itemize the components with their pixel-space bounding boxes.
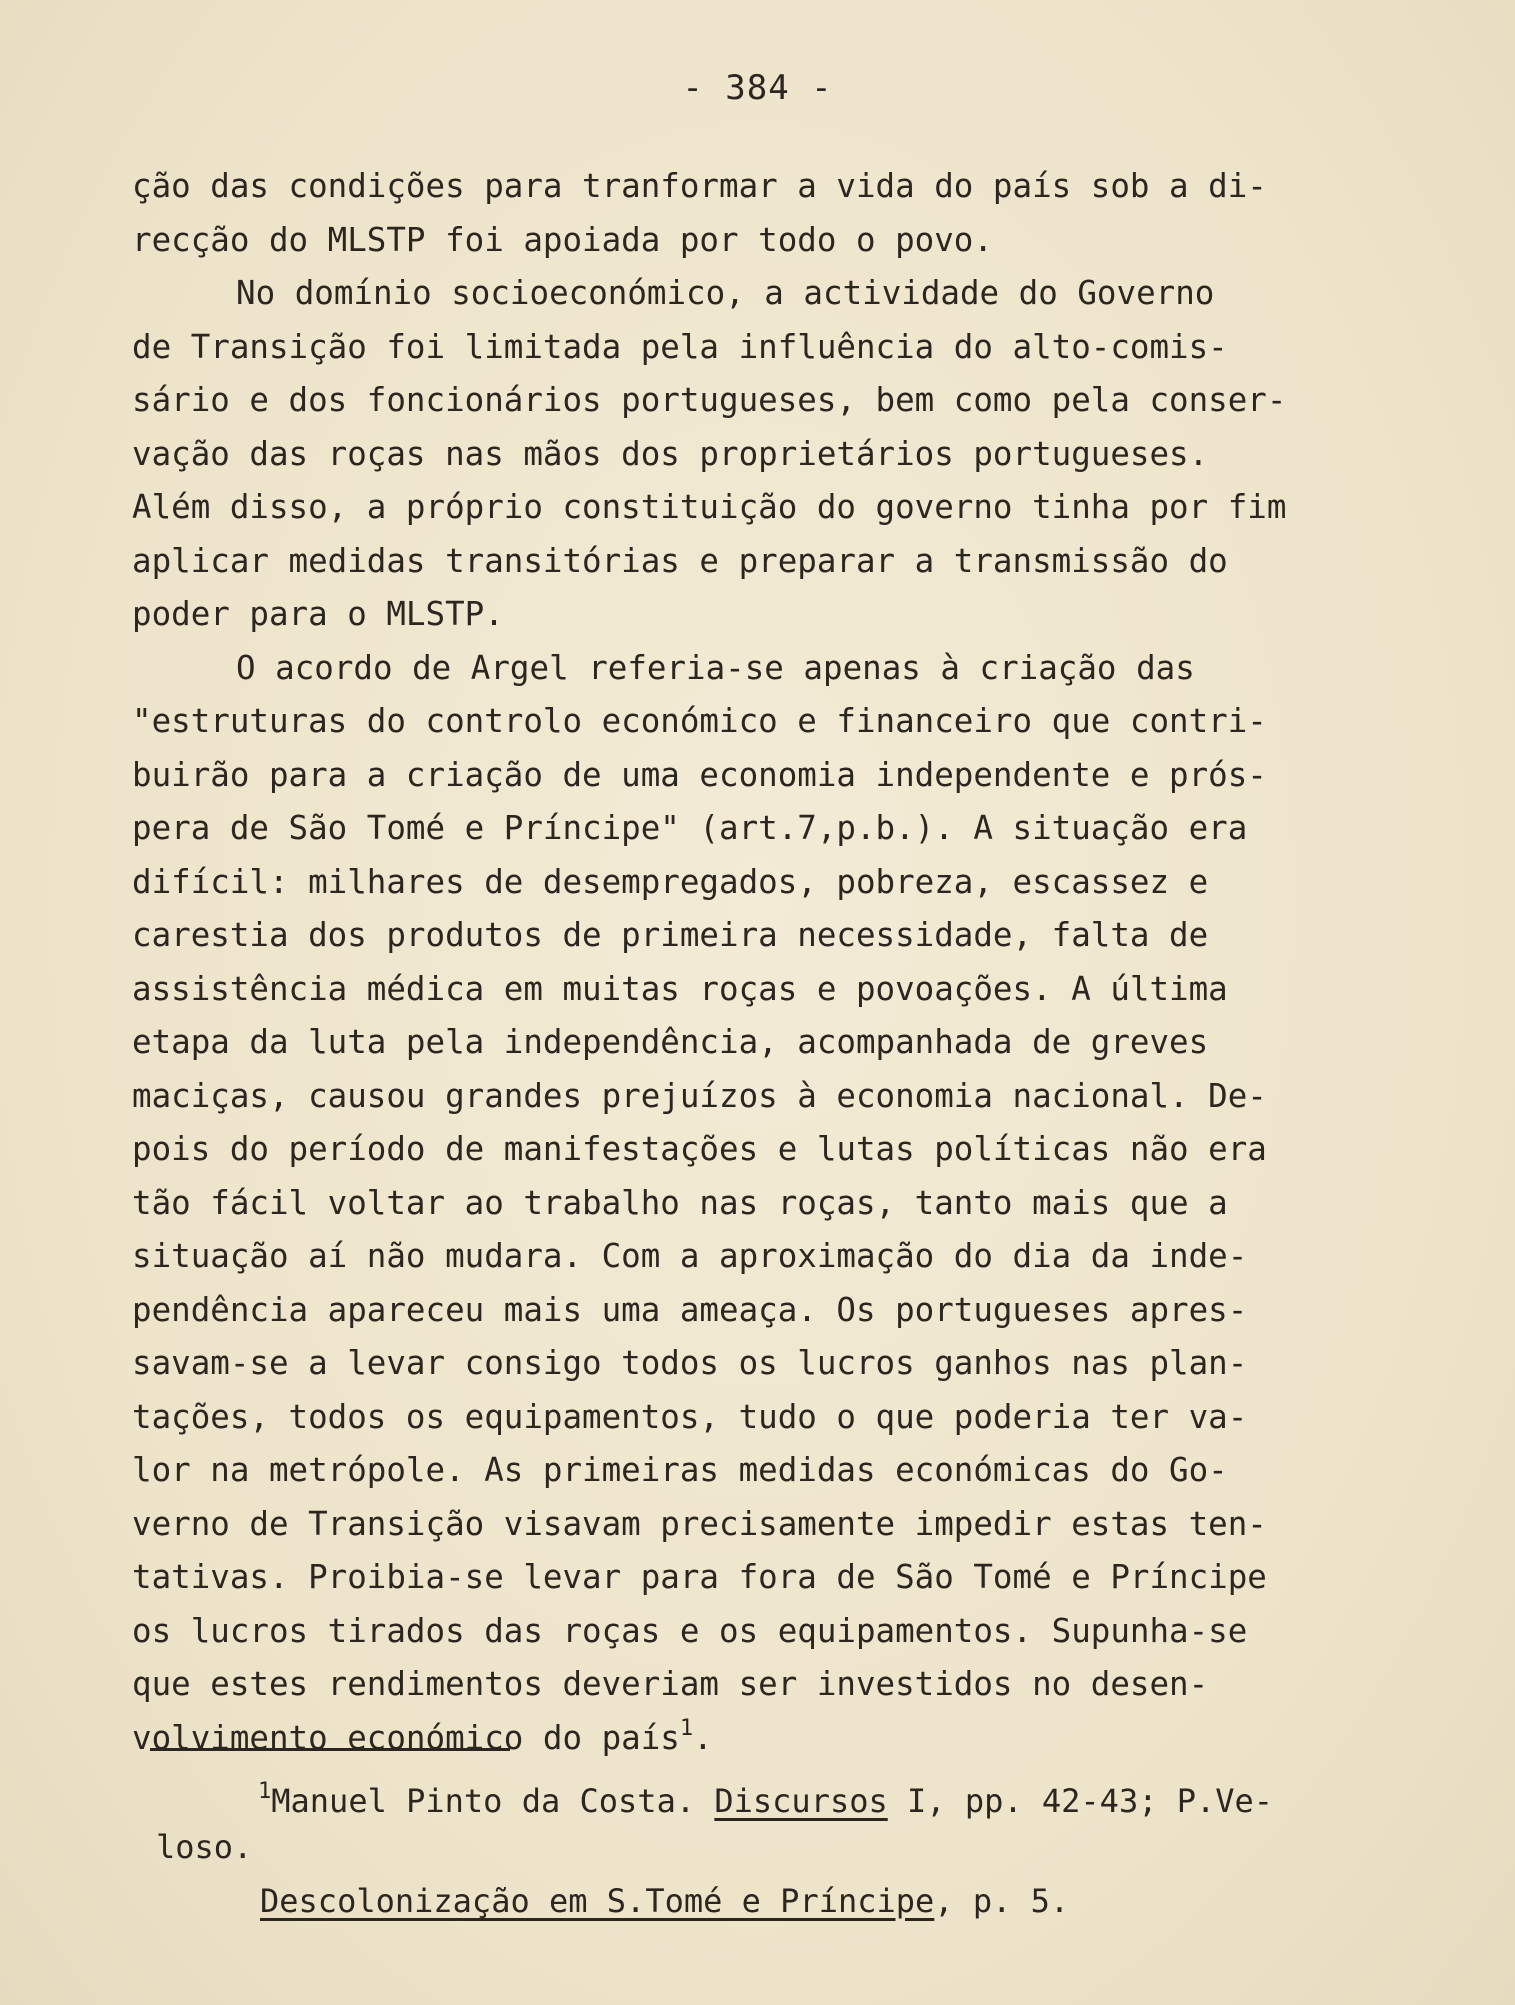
text-line: difícil: milhares de desempregados, pobreza, escassez e bbox=[132, 862, 1209, 901]
footnote-title: Discursos bbox=[714, 1782, 888, 1820]
text-line: ção das condições para tranformar a vida do país sob a di- bbox=[132, 167, 1267, 205]
footnote-marker: 1 bbox=[258, 1779, 272, 1804]
text-line: tativas. Proibia-se levar para fora de São Tomé e Príncipe bbox=[132, 1558, 1267, 1596]
text-line: pendência apareceu mais uma ameaça. Os portugueses apres- bbox=[132, 1290, 1248, 1329]
text-line: verno de Transição visavam precisamente impedir estas ten- bbox=[132, 1504, 1267, 1543]
footnote-pages: I, pp. 42-43; P.Ve- bbox=[887, 1782, 1274, 1820]
text-line: assistência médica em muitas roças e povoações. A última bbox=[132, 969, 1228, 1008]
sentence-end: . bbox=[693, 1718, 713, 1757]
text-line: de Transição foi limitada pela influência do alto-comis- bbox=[132, 327, 1228, 366]
text-line: situação aí não mudara. Com a aproximação do dia da inde- bbox=[132, 1237, 1248, 1275]
footnote-line bbox=[260, 1878, 1388, 1924]
text-line-last bbox=[132, 1712, 1382, 1766]
footnote-title: Descolonização em S.Tomé e Príncipe bbox=[260, 1882, 935, 1920]
text-line: tações, todos os equipamentos, tudo o que poderia ter va- bbox=[132, 1397, 1248, 1436]
text-line: pera de São Tomé e Príncipe" (art.7,p.b.). A situação era bbox=[132, 809, 1248, 847]
body-text bbox=[132, 160, 1382, 1765]
page-number: - 384 - bbox=[682, 68, 833, 108]
text-line: O acordo de Argel referia-se apenas à criação das bbox=[236, 648, 1195, 687]
footnote-divider bbox=[150, 1748, 510, 1751]
footnote-pages: , p. 5. bbox=[934, 1882, 1070, 1920]
footnote-line: loso. bbox=[156, 1828, 253, 1866]
text-line: savam-se a levar consigo todos os lucros ganhos nas plan- bbox=[132, 1344, 1248, 1382]
text-line: lor na metrópole. As primeiras medidas económicas do Go- bbox=[132, 1451, 1228, 1489]
footnote-reference: 1 bbox=[679, 1715, 694, 1741]
text-line-content: volvimento económico do país bbox=[132, 1718, 680, 1757]
text-line: carestia dos produtos de primeira necessidade, falta de bbox=[132, 916, 1209, 954]
text-line: etapa da luta pela independência, acompanhada de greves bbox=[132, 1023, 1209, 1061]
text-line: No domínio socioeconómico, a actividade do Governo bbox=[236, 274, 1215, 312]
footnote bbox=[156, 1778, 1388, 1924]
text-line: maciças, causou grandes prejuízos à economia nacional. De- bbox=[132, 1076, 1267, 1115]
text-line: que estes rendimentos deveriam ser investidos no desen- bbox=[132, 1665, 1209, 1703]
text-line: recção do MLSTP foi apoiada por todo o povo. bbox=[132, 220, 993, 259]
text-line: "estruturas do controlo económico e financeiro que contri- bbox=[132, 702, 1267, 740]
text-line: os lucros tirados das roças e os equipamentos. Supunha-se bbox=[132, 1611, 1248, 1650]
text-line: Além disso, a próprio constituição do governo tinha por fim bbox=[132, 488, 1287, 526]
text-line: poder para o MLSTP. bbox=[132, 595, 504, 633]
text-line: sário e dos foncionários portugueses, bem como pela conser- bbox=[132, 381, 1287, 419]
footnote-author: Manuel Pinto da Costa. bbox=[271, 1782, 715, 1820]
text-line: aplicar medidas transitórias e preparar a transmissão do bbox=[132, 541, 1228, 580]
text-line: vação das roças nas mãos dos proprietários portugueses. bbox=[132, 434, 1209, 473]
text-line: tão fácil voltar ao trabalho nas roças, tanto mais que a bbox=[132, 1183, 1228, 1222]
text-line: buirão para a criação de uma economia independente e prós- bbox=[132, 755, 1267, 794]
footnote-line bbox=[258, 1778, 1388, 1824]
text-line: pois do período de manifestações e lutas políticas não era bbox=[132, 1130, 1267, 1168]
